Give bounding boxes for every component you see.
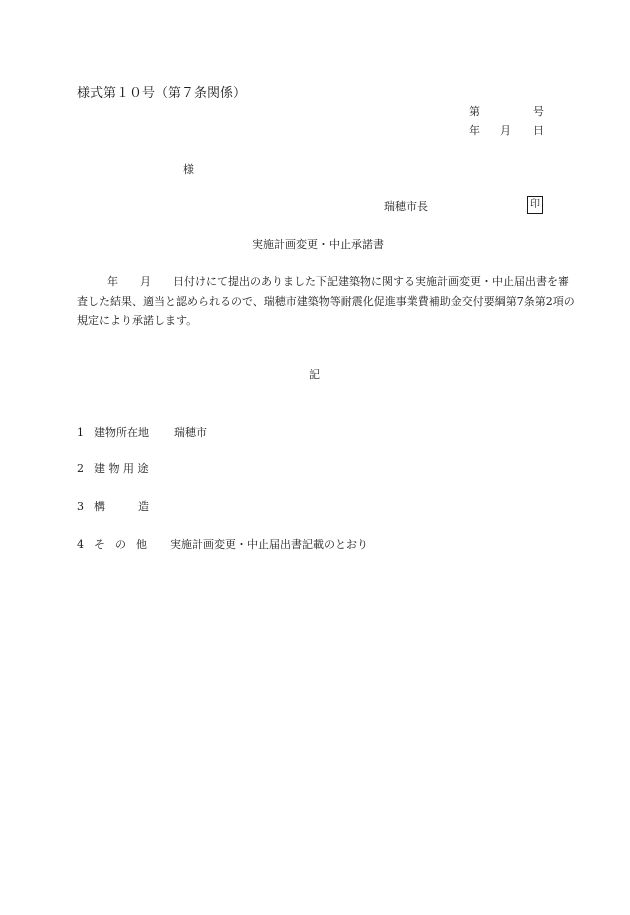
date-month-label: 月 xyxy=(500,124,511,137)
body-line-3: 規定により承諾します。 xyxy=(77,314,198,327)
item-label: 建 物 用 途 xyxy=(94,462,149,475)
item-label-part-a: そ xyxy=(94,538,105,551)
item-number: 4 xyxy=(77,538,84,551)
item-number: 1 xyxy=(77,426,84,439)
date-day-label: 日 xyxy=(533,124,544,137)
form-number: 様式第１０号（第７条関係） xyxy=(77,86,247,101)
body-line-1-text: 日付けにて提出のありました下記建築物に関する実施計画変更・中止届出書を審 xyxy=(173,275,569,288)
item-label xyxy=(94,538,147,552)
body-paragraph xyxy=(77,272,575,331)
document-number-suffix: 号 xyxy=(533,105,544,118)
body-month-label: 月 xyxy=(140,275,151,288)
item-label-part-b: の xyxy=(115,538,126,551)
body-year-label: 年 xyxy=(107,275,118,288)
seal-mark: 印 xyxy=(527,196,543,214)
body-line-2: 査した結果、適当と認められるので、瑞穂市建築物等耐震化促進事業費補助金交付要綱第7条第2項の xyxy=(77,294,575,308)
issuer-name: 瑞穂市長 xyxy=(384,200,428,213)
item-label-part-b: 造 xyxy=(138,500,149,513)
document-title: 実施計画変更・中止承諾書 xyxy=(252,238,384,251)
body-line-1 xyxy=(77,272,569,292)
item-number: 3 xyxy=(77,500,84,513)
item-label: 建物所在地 xyxy=(94,426,149,439)
document-number-label: 第 xyxy=(469,105,480,118)
item-value: 実施計画変更・中止届出書記載のとおり xyxy=(170,538,368,551)
item-label-part-a: 構 xyxy=(94,500,105,513)
item-label xyxy=(94,500,149,514)
addressee-suffix: 様 xyxy=(183,163,194,176)
date-year-label: 年 xyxy=(469,124,480,137)
item-number: 2 xyxy=(77,462,84,475)
item-value: 瑞穂市 xyxy=(174,426,207,439)
item-label-part-c: 他 xyxy=(136,538,147,551)
ki-heading: 記 xyxy=(309,368,320,381)
